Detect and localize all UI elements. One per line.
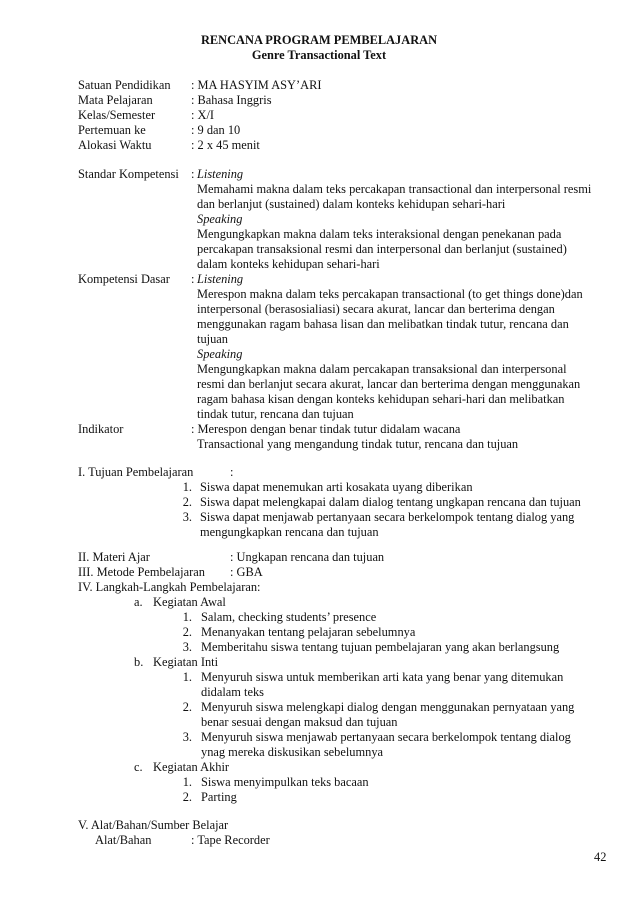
kegiatan-item-text: Menyuruh siswa menjawab pertanyaan secara berkelompok tentang dialog bbox=[201, 730, 571, 744]
tujuan-item-text: mengungkapkan rencana dan tujuan bbox=[200, 525, 379, 539]
kegiatan-item-text: Parting bbox=[201, 790, 237, 804]
indikator-text-line: : Merespon dengan benar tindak tutur didalam wacana bbox=[191, 422, 461, 436]
identity-label: Satuan Pendidikan bbox=[78, 78, 171, 92]
kegiatan-title: Kegiatan Akhir bbox=[153, 760, 230, 774]
identity-label: Pertemuan ke bbox=[78, 123, 146, 137]
tujuan-item-text: Siswa dapat menjawab pertanyaan secara berkelompok tentang dialog yang bbox=[200, 510, 575, 524]
kegiatan-item-text: Menyuruh siswa melengkapi dialog dengan menggunakan pernyataan yang bbox=[201, 700, 575, 714]
kd-subheading: Listening bbox=[197, 272, 244, 286]
kegiatan-item-text: ynag mereka diskusikan sebelumnya bbox=[201, 745, 384, 759]
identity-label: Mata Pelajaran bbox=[78, 93, 153, 107]
kd-text-line: Merespon makna dalam teks percakapan transactional (to get things done)dan bbox=[197, 287, 583, 301]
document-title: RENCANA PROGRAM PEMBELAJARAN bbox=[200, 33, 438, 47]
langkah-heading: IV. Langkah-Langkah Pembelajaran: bbox=[78, 580, 261, 594]
kegiatan-item-text: Salam, checking students’ presence bbox=[201, 610, 377, 624]
sk-text-line: Memahami makna dalam teks percakapan transactional dan interpersonal resmi bbox=[197, 182, 592, 196]
sk-text-line: dan berlanjut (sustained) dalam konteks kehidupan sehari-hari bbox=[197, 197, 506, 211]
indikator-label: Indikator bbox=[78, 422, 124, 436]
alat-heading: V. Alat/Bahan/Sumber Belajar bbox=[78, 818, 229, 832]
kd-colon: : bbox=[191, 272, 195, 286]
kd-text-line: interpersonal (berasosialiasi) secara akurat, lancar dan berterima dengan bbox=[197, 302, 555, 316]
kegiatan-title: Kegiatan Awal bbox=[153, 595, 226, 609]
kd-text-line: ragam bahasa kisan dengan konteks kehidupan sehari-hari dan melibatkan bbox=[197, 392, 565, 406]
kegiatan-title: Kegiatan Inti bbox=[153, 655, 219, 669]
tujuan-item-text: Siswa dapat melengkapai dalam dialog tentang ungkapan rencana dan tujuan bbox=[200, 495, 581, 509]
kegiatan-item-text: Menyuruh siswa untuk memberikan arti kata yang benar yang ditemukan bbox=[201, 670, 564, 684]
tujuan-item-number: 3. bbox=[182, 510, 192, 524]
kd-subheading: Speaking bbox=[197, 347, 243, 361]
identity-value: : MA HASYIM ASY’ARI bbox=[191, 78, 322, 92]
sk-label: Standar Kompetensi bbox=[78, 167, 179, 181]
sk-text-line: dalam konteks kehidupan sehari-hari bbox=[197, 257, 380, 271]
metode-value: : GBA bbox=[230, 565, 263, 579]
kegiatan-item-number: 2. bbox=[182, 700, 192, 714]
kegiatan-item-number: 1. bbox=[182, 670, 192, 684]
document-subtitle: Genre Transactional Text bbox=[251, 48, 387, 62]
kegiatan-item-number: 3. bbox=[182, 730, 192, 744]
kd-text-line: tindak tutur, rencana dan tujuan bbox=[197, 407, 354, 421]
kegiatan-item-number: 2. bbox=[182, 790, 192, 804]
metode-label: III. Metode Pembelajaran bbox=[78, 565, 205, 579]
kegiatan-letter: c. bbox=[134, 760, 143, 774]
kegiatan-item-text: didalam teks bbox=[201, 685, 264, 699]
kegiatan-item-number: 1. bbox=[182, 775, 192, 789]
tujuan-item-number: 2. bbox=[182, 495, 192, 509]
identity-label: Kelas/Semester bbox=[78, 108, 156, 122]
kegiatan-item-number: 2. bbox=[182, 625, 192, 639]
kegiatan-item-text: Siswa menyimpulkan teks bacaan bbox=[201, 775, 369, 789]
identity-label: Alokasi Waktu bbox=[78, 138, 152, 152]
kd-text-line: Mengungkapkan makna dalam percakapan transaksional dan interpersonal bbox=[197, 362, 567, 376]
tujuan-heading: I. Tujuan Pembelajaran bbox=[78, 465, 194, 479]
identity-value: : X/I bbox=[191, 108, 215, 122]
kegiatan-item-number: 1. bbox=[182, 610, 192, 624]
sk-subheading: Speaking bbox=[197, 212, 243, 226]
tujuan-colon: : bbox=[230, 465, 234, 479]
kegiatan-letter: a. bbox=[134, 595, 143, 609]
sk-colon: : bbox=[191, 167, 195, 181]
kegiatan-item-number: 3. bbox=[182, 640, 192, 654]
materi-label: II. Materi Ajar bbox=[78, 550, 150, 564]
sk-text-line: percakapan transaksional resmi dan interpersonal dan berlanjut (sustained) bbox=[197, 242, 567, 256]
alat-value: : Tape Recorder bbox=[191, 833, 270, 847]
identity-value: : Bahasa Inggris bbox=[191, 93, 272, 107]
tujuan-item-text: Siswa dapat menemukan arti kosakata uyang diberikan bbox=[200, 480, 473, 494]
identity-value: : 2 x 45 menit bbox=[191, 138, 260, 152]
kd-label: Kompetensi Dasar bbox=[78, 272, 170, 286]
kegiatan-item-text: Memberitahu siswa tentang tujuan pembelajaran yang akan berlangsung bbox=[201, 640, 560, 654]
page-number: 42 bbox=[594, 850, 607, 864]
indikator-text-line: Transactional yang mengandung tindak tutur, rencana dan tujuan bbox=[197, 437, 519, 451]
identity-value: : 9 dan 10 bbox=[191, 123, 241, 137]
kegiatan-item-text: benar sesuai dengan maksud dan tujuan bbox=[201, 715, 398, 729]
sk-text-line: Mengungkapkan makna dalam teks interaksional dengan penekanan pada bbox=[197, 227, 562, 241]
kd-text-line: tujuan bbox=[197, 332, 228, 346]
kd-text-line: menggunakan ragam bahasa lisan dan melibatkan tindak tutur, rencana dan bbox=[197, 317, 569, 331]
materi-value: : Ungkapan rencana dan tujuan bbox=[230, 550, 385, 564]
sk-subheading: Listening bbox=[197, 167, 244, 181]
kd-text-line: resmi dan berlanjut secara akurat, lancar dan berterima dengan menggunakan bbox=[197, 377, 581, 391]
tujuan-item-number: 1. bbox=[182, 480, 192, 494]
alat-label: Alat/Bahan bbox=[95, 833, 152, 847]
kegiatan-letter: b. bbox=[134, 655, 144, 669]
kegiatan-item-text: Menanyakan tentang pelajaran sebelumnya bbox=[201, 625, 416, 639]
